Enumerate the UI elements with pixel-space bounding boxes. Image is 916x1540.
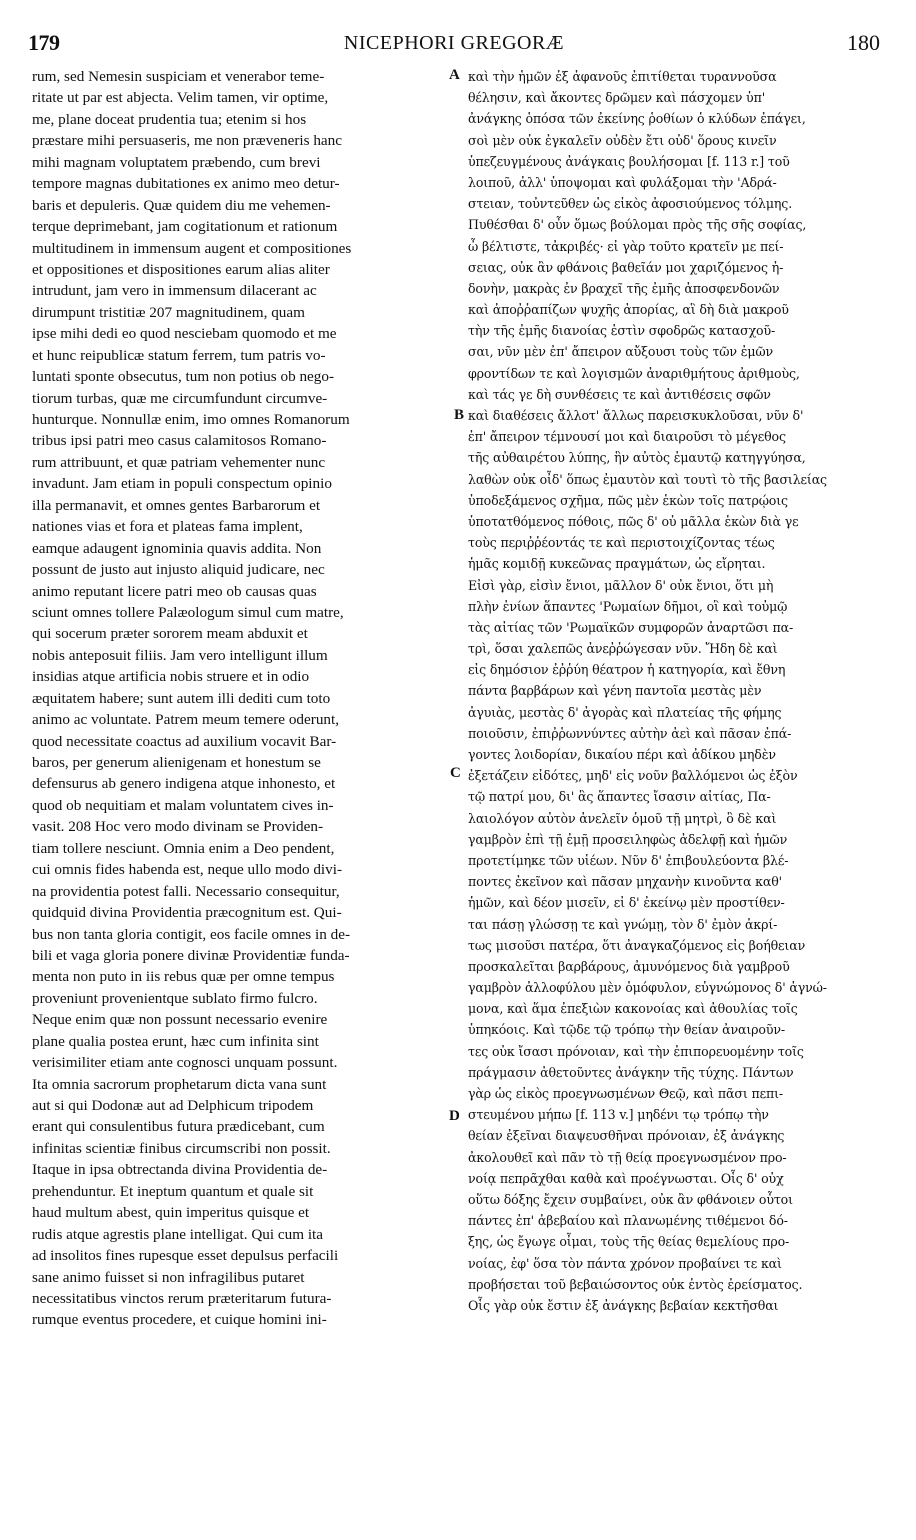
greek-text-line: τρὶ, ὅσαι χαλεπῶς ἀνεῤῥώγεσαν νῦν. Ἤδη δὲ καὶ bbox=[468, 641, 778, 657]
latin-text-line: erant qui consulentibus futura prædicebant, cum bbox=[32, 1118, 325, 1136]
latin-text-line: Itaque in ipsa obtrectanda divina Providentia de- bbox=[32, 1161, 328, 1179]
latin-text-line: ipse mihi dedi eo quod nesciebam quomodo et me bbox=[32, 325, 337, 343]
greek-text-line: πλὴν ἐνίων ἅπαντες 'Ρωμαίων δῆμοι, οἳ καὶ τοὐμῷ bbox=[468, 598, 788, 614]
greek-column bbox=[468, 66, 880, 1316]
greek-text-line: μονα, καὶ ἅμα ἐπεξιὼν κακονοίας καὶ ἀθουλίας τοῖς bbox=[468, 1001, 798, 1017]
running-header bbox=[28, 30, 880, 58]
running-title: NICEPHORI GREGORÆ bbox=[343, 32, 565, 54]
greek-text-line: Οἷς γὰρ οὐκ ἔστιν ἐξ ἀνάγκης βεβαίαν κεκτῆσθαι bbox=[468, 1297, 779, 1313]
latin-text-line: verisimiliter etiam ante cognosci unquam possunt. bbox=[32, 1054, 338, 1072]
latin-text-line: intrudunt, jam vero in immensum dilacerant ac bbox=[32, 282, 317, 300]
right-page-number: 180 bbox=[847, 30, 880, 55]
greek-text-line: νοίας, ἐφ' ὅσα τὸν πάντα χρόνον προβαίνει τε καὶ bbox=[468, 1255, 782, 1271]
latin-text-line: proveniunt provenientque sublato firmo fulcro. bbox=[32, 989, 318, 1007]
latin-text-line: rumque eventus procedere, et cuique homini ini- bbox=[32, 1311, 327, 1329]
margin-marker-a: A bbox=[449, 67, 460, 83]
greek-text-line: ἐξετάζειν εἰδότες, μηδ' εἰς νοῦν βαλλόμενοι ὡς ἐξὸν bbox=[468, 768, 798, 784]
margin-marker-d: D bbox=[449, 1108, 460, 1124]
greek-text-line: καὶ τὴν ἡμῶν ἐξ ἀφανοῦς ἐπιτίθεται τυραννοῦσα bbox=[468, 69, 777, 84]
margin-marker-b: B bbox=[454, 407, 465, 423]
greek-text-line: προτετίμηκε τῶν υἱέων. Νῦν δ' ἐπιβουλεύοντα βλέ- bbox=[468, 852, 789, 868]
greek-text-line: προβήσεται τοῦ βεβαιώσοντος οὐκ ἐντὸς ἐρείσματος. bbox=[468, 1276, 803, 1292]
greek-text-line: ὑπηκόοις. Καὶ τῷδε τῷ τρόπῳ τὴν θείαν ἀναιροῦν- bbox=[468, 1022, 785, 1038]
latin-text-line: et hunc reipublicæ statum ferrem, tum patris vo- bbox=[32, 346, 326, 364]
latin-text-line: aut si qui Dodonæ aut ad Delphicum tripodem bbox=[32, 1097, 314, 1114]
greek-text-line: γοντες λοιδορίαν, δικαίου πέρι καὶ ἀδίκου μηδὲν bbox=[468, 747, 776, 762]
greek-text-line: λαιολόγον αὐτὸν ἀνελεῖν ὁμοῦ τῇ μητρὶ, ὃ δὲ καὶ bbox=[468, 810, 777, 826]
greek-text-line: οὕτω δόξης ἔχειν συμβαίνει, οὐκ ἂν φθάνοιεν οὗτοι bbox=[468, 1191, 793, 1207]
greek-text-line: τὴν τῆς ἐμῆς διανοίας ἐστὶν σφοδρῶς κατασχοῦ- bbox=[468, 323, 776, 339]
greek-text-line: πάντα βαρβάρων καὶ γένη παντοῖα μεστὰς μὲν bbox=[468, 683, 762, 699]
greek-text-line: λοιποῦ, ἀλλ' ὑποψομαι καὶ φυλάξομαι τὴν 'Αδρά- bbox=[468, 174, 777, 190]
greek-text-line: στευμένου μήπω [f. 113 v.] μηδένι τῳ τρόπῳ τὴν bbox=[468, 1107, 769, 1123]
latin-text-line: cui omnis fides habenda est, neque ullo modo divi- bbox=[32, 861, 343, 879]
greek-text-line: τὰς αἰτίας τῶν 'Ρωμαϊκῶν συμφορῶν ἀναρτῶσι πα- bbox=[468, 619, 794, 635]
latin-text-line: animo ac voluntate. Patrem meum temere oderunt, bbox=[32, 711, 340, 729]
greek-text-line: γαμβρὸν ἀλλοφύλου μὲν ὁμόφυλον, εὐγνώμονος δ' ἀγνώ- bbox=[468, 980, 827, 996]
latin-text-line: rudis atque agrestis plane intelligat. Qui cum ita bbox=[32, 1225, 324, 1243]
latin-text-line: baris et depuleris. Quæ quidem diu me vehemen- bbox=[32, 196, 331, 214]
greek-text-line: ἡμᾶς κομιδῇ κυκεῶνας πραγμάτων, ὡς εἴρηται. bbox=[468, 556, 766, 572]
latin-text-line: sciunt omnes tollere Palæologum simul cum matre, bbox=[32, 603, 344, 621]
greek-text-line: ἀκολουθεῖ καὶ πᾶν τὸ τῇ θείᾳ προεγνωσμένον προ- bbox=[468, 1149, 787, 1165]
latin-text-line: multitudinem in immensum augent et compositiones bbox=[32, 239, 352, 257]
latin-text-line: defensurus ab genero indigena atque inhonesto, et bbox=[32, 775, 336, 793]
greek-text-line: πράγμασιν ἀθετοῦντες ἀνάγκην τῆς τύχης. Πάντων bbox=[468, 1064, 794, 1080]
latin-text-line: terque deprimebant, jam cogitationum et rationum bbox=[32, 218, 338, 236]
greek-text-line: στειαν, τοὐντεῦθεν ὡς εἰκὸς ἀφοσιούμενος τόλμης. bbox=[468, 196, 793, 212]
greek-text-line: νοίᾳ πεπρᾶχθαι καθὰ καὶ προέγνωσται. Οἷς δ' οὐχ bbox=[468, 1170, 784, 1186]
greek-text-line: δονὴν, μακρὰς ἐν βραχεῖ τῆς ἐμῆς ἀποσφενδονῶν bbox=[468, 280, 780, 296]
greek-text-line: προσκαλεῖται βαρβάρους, ἀμυνόμενος διὰ γαμβροῦ bbox=[468, 958, 790, 974]
latin-text-line: tribus ipsi patri meo casus calamitosos Romano- bbox=[32, 432, 327, 450]
greek-text-line: τῆς αὐθαιρέτου λύπης, ἣν αὐτὸς ἐμαυτῷ κατηγγύησα, bbox=[468, 450, 806, 466]
latin-text-line: prehenduntur. Et ineptum quantum et quale sit bbox=[32, 1182, 314, 1200]
greek-text-line: τες οὐκ ἴσασι πρόνοιαν, καὶ τὴν ἐπιπορευομένην τοῖς bbox=[468, 1043, 804, 1059]
left-page-number: 179 bbox=[28, 30, 60, 55]
latin-text-line: qui socerum præter sororem meam abduxit et bbox=[32, 625, 308, 643]
latin-text-line: menta non puto in iis rebus quæ per omne tempus bbox=[32, 968, 335, 986]
latin-text-line: bus non tanta gloria contigit, eos facile omnes in de- bbox=[32, 925, 351, 943]
greek-text-line: ὑποδεξάμενος σχῆμα, πῶς μὲν ἑκὼν τοῖς πατρῴοις bbox=[468, 492, 788, 508]
greek-text-line: ἀνάγκης ὁπόσα τῶν ἐκείνης ῥοθίων ὁ κλύδων ἐπάγει, bbox=[468, 111, 806, 127]
latin-text-line: animo reputant licere patri meo ob causas quas bbox=[32, 582, 317, 600]
latin-text-line: me, plane doceat prudentia tua; etenim si hos bbox=[32, 110, 307, 128]
greek-text-line: καὶ διαθέσεις ἄλλοτ' ἄλλως παρεισκυκλοῦσαι, νῦν δ' bbox=[468, 408, 804, 423]
latin-text-line: insidias atque artificia nobis struere et in odio bbox=[32, 668, 310, 686]
latin-text-line: dirumpunt tristitiæ 207 magnitudinem, quam bbox=[32, 303, 305, 321]
latin-text-line: na providentia potest falli. Necessario consequitur, bbox=[32, 882, 340, 900]
greek-text-line: σειας, οὐκ ἂν φθάνοις βαθεῖάν μοι χαριζόμενος ἡ- bbox=[468, 259, 784, 275]
latin-text-line: hunturque. Nonnullæ enim, imo omnes Romanorum bbox=[32, 411, 350, 428]
greek-text-line: τῷ πατρί μου, δι' ἃς ἅπαντες ἴσασιν αἰτίας, Πα- bbox=[468, 789, 771, 805]
greek-text-line: Εἰσὶ γὰρ, εἰσὶν ἔνιοι, μᾶλλον δ' οὐκ ἔνιοι, ὅτι μὴ bbox=[468, 577, 774, 593]
latin-text-line: quidquid divina Providentia præcognitum est. Qui- bbox=[32, 904, 342, 922]
latin-text-line: et oppositiones et dispositiones earum alias aliter bbox=[32, 260, 330, 278]
latin-text-line: tiam tollere nesciunt. Omnia enim a Deo pendent, bbox=[32, 839, 335, 857]
latin-text-line: mihi magnam voluptatem præbendo, cum brevi bbox=[32, 153, 321, 171]
latin-text-line: plane qualia postea erunt, hæc cum infinita sint bbox=[32, 1032, 319, 1050]
greek-text-line: ποιοῦσιν, ἐπιῤῥωννύντες αὐτὴν ἀεὶ καὶ πᾶσαν ἐπά- bbox=[468, 725, 792, 741]
greek-text-line: ὑποτατθόμενος πόθοις, πῶς δ' οὐ μᾶλλα ἑκὼν διὰ γε bbox=[468, 513, 799, 529]
greek-text-line: ὦ βέλτιστε, τἀκριβές· εἰ γὰρ τοῦτο κρατεῖν με πεί- bbox=[468, 238, 784, 254]
latin-text-line: eamque adaugent ignominia quavis addita. Non bbox=[32, 539, 322, 557]
greek-text-line: τοὺς περιῤῥέοντάς τε καὶ περιστοιχίζοντας τέως bbox=[468, 535, 775, 551]
latin-text-line: bili et vaga gloria ponere divinæ Providentiæ funda- bbox=[32, 946, 350, 964]
greek-text-line: καὶ τάς γε δὴ συνθέσεις τε καὶ ἀντιθέσεις σφῶν bbox=[468, 386, 771, 402]
greek-text-line: θείαν ἐξεῖναι διαψευσθῆναι πρόνοιαν, ἐξ ἀνάγκης bbox=[468, 1128, 785, 1144]
greek-text-line: ποντες ἐκεῖνον καὶ πᾶσαν μηχανὴν κινοῦντα καθ' bbox=[468, 874, 782, 890]
latin-text-line: rum attribuunt, et quæ patriam vehementer nunc bbox=[32, 453, 326, 471]
greek-text-line: πάντες ἐπ' ἀβεβαίου καὶ πλανωμένης τιθέμενοι δό- bbox=[468, 1213, 788, 1229]
greek-text-line: ἡμῶν, καὶ δέον μισεῖν, εἰ δ' ἐκείνῳ μὲν προστίθεν- bbox=[468, 895, 785, 911]
latin-text-line: Neque enim quæ non possunt necessario evenire bbox=[32, 1011, 328, 1029]
greek-text-line: λαθὼν οὐκ οἶδ' ὅπως ἐμαυτὸν καὶ τουτὶ τὸ τῆς βασιλείας bbox=[468, 471, 827, 487]
latin-text-line: quod ob nequitiam et malam voluntatem cives in- bbox=[32, 796, 334, 814]
latin-text-line: necessitatibus vinctos rerum præteritarum futura- bbox=[32, 1289, 332, 1307]
latin-text-line: luntati sponte obsecutus, tum non potius ob nego- bbox=[32, 368, 335, 386]
greek-text-line: γαμβρὸν ἐπὶ τῇ ἐμῇ προσειληφὼς ἀδελφῇ καὶ ἡμῶν bbox=[468, 831, 788, 847]
latin-column bbox=[32, 66, 446, 1331]
latin-text-line: possunt de justo aut injusto aliquid judicare, nec bbox=[32, 561, 325, 579]
greek-text-line: ὑπεζευγμένους ἀνάγκαις βουλήσομαι [f. 113 r.] τοῦ bbox=[468, 153, 790, 169]
greek-text-line: ἀγυιὰς, μεστὰς δ' ἀγορὰς καὶ πλατείας τῆς φήμης bbox=[468, 704, 782, 720]
greek-text-line: Πυθέσθαι δ' οὖν ὅμως βούλομαι πρὸς τῆς σῆς σοφίας, bbox=[468, 217, 807, 233]
latin-text-line: ad insolitos fines rupesque esset depulsus perfacili bbox=[32, 1247, 339, 1265]
latin-text-line: baros, per generum alienigenam et honestum se bbox=[32, 754, 321, 771]
latin-text-line: rum, sed Nemesin suspiciam et venerabor teme- bbox=[32, 68, 325, 85]
greek-text-line: σαι, νῦν μὲν ἐπ' ἄπειρον αὔξουσι τοὺς τῶν ἐμῶν bbox=[468, 344, 774, 360]
greek-text-line: ται πάσῃ γλώσσῃ τε καὶ γνώμῃ, τὸν δ' ἐμὸν ἀκρί- bbox=[468, 916, 778, 932]
latin-text-line: infinitas scientiæ finibus circumscribi non possit. bbox=[32, 1139, 331, 1157]
greek-text-line: τως μισοῦσι πατέρα, ὅτι ἀναγκαζόμενος εἰς βοήθειαν bbox=[468, 937, 806, 953]
greek-text-line: σοὶ μὲν οὐκ ἐγκαλεῖν οὐδὲν ἔτι οὐδ' ὅρους κινεῖν bbox=[468, 132, 777, 148]
latin-text-line: nationes vias et fora et plateas fama implent, bbox=[32, 518, 303, 536]
greek-text-line: φροντίδων τε καὶ λογισμῶν ἀναριθμήτους ἀριθμοὺς, bbox=[468, 365, 800, 381]
latin-text-line: tempore magnas dubitationes ex animo meo detur- bbox=[32, 175, 340, 193]
latin-text-line: illa permanavit, et omnes gentes Barbarorum et bbox=[32, 496, 321, 514]
greek-text-line: ἐπ' ἄπειρον τέμνουσί μοι καὶ διαιροῦσι τὸ μέγεθος bbox=[468, 429, 786, 445]
latin-text-line: nobis anteposuit filiis. Jam vero intelligunt illum bbox=[32, 646, 328, 664]
latin-text-line: vasit. 208 Hoc vero modo divinam se Providen- bbox=[32, 818, 324, 836]
greek-text-line: γὰρ ὡς εἰκὸς προεγνωσμένων Θεῷ, καὶ πᾶσι πεπι- bbox=[468, 1086, 783, 1101]
greek-text-line: εἰς δημόσιον ἐῤῥύη θέατρον ἡ κατηγορία, καὶ ἔθνη bbox=[468, 662, 786, 678]
latin-text-line: sane animo fuisset si non infragilibus putaret bbox=[32, 1268, 305, 1286]
latin-text-line: haud multum abest, quin imperitus quisque et bbox=[32, 1204, 310, 1222]
greek-text-line: ξης, ὡς ἔγωγε οἶμαι, τοὺς τῆς θείας θεμελίους προ- bbox=[468, 1234, 790, 1250]
greek-text-line: καὶ ἀποῤῥαπίζων ψυχῆς ἀπορίας, αἳ δὴ διὰ μακροῦ bbox=[468, 302, 789, 318]
latin-text-line: invadunt. Jam etiam in populi conspectum opinio bbox=[32, 475, 332, 493]
latin-text-line: æquitatem habere; sunt autem illi dediti cum toto bbox=[32, 689, 331, 707]
latin-text-line: quod necessitate coactus ad auxilium vocavit Bar- bbox=[32, 732, 337, 750]
greek-text-line: θέλησιν, καὶ ἄκοντες δρῶμεν καὶ πάσχομεν ὑπ' bbox=[468, 90, 766, 106]
latin-text-line: ritate ut par est abjecta. Velim tamen, vir optime, bbox=[32, 89, 329, 107]
latin-text-line: Ita omnia sacrorum prophetarum dicta vana sunt bbox=[32, 1075, 327, 1093]
margin-marker-c: C bbox=[450, 765, 461, 781]
latin-text-line: tiorum turbas, quæ me circumfundunt circumve- bbox=[32, 389, 328, 407]
latin-text-line: præstare mihi persuaseris, me non præveneris hanc bbox=[32, 132, 342, 150]
